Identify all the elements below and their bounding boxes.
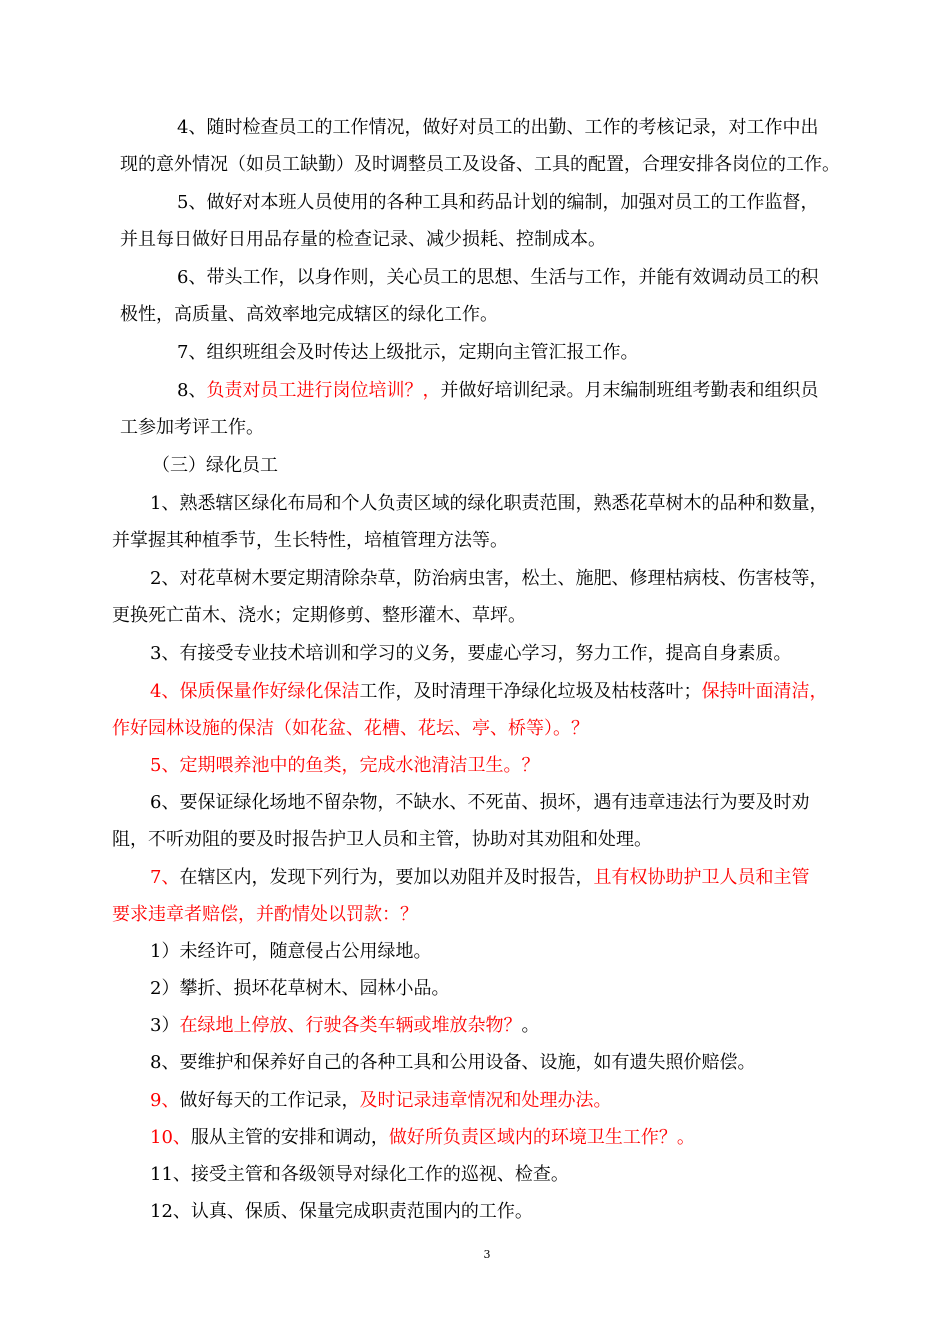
list-item bbox=[150, 977, 449, 1001]
text-segment: 工作，及时清理干净绿化垃圾及枯枝落叶； bbox=[359, 681, 702, 702]
paragraph-line bbox=[120, 228, 606, 252]
paragraph-line bbox=[150, 791, 809, 815]
list-item bbox=[150, 940, 431, 964]
text-segment: 并做好培训纪录。月末编制班组考勤表和组织员 bbox=[440, 380, 819, 401]
paragraph-line bbox=[120, 153, 840, 177]
text-segment: 5、做好对本班人员使用的各种工具和药品计划的编制，加强对员工的工作监督， bbox=[177, 192, 819, 213]
paragraph-line bbox=[150, 754, 539, 778]
highlighted-text: 作好园林设施的保洁（如花盆、花槽、花坛、亭、桥等）。？ bbox=[112, 718, 589, 739]
text-segment: 极性，高质量、高效率地完成辖区的绿化工作。 bbox=[120, 304, 498, 325]
text-segment: 2、对花草树木要定期清除杂草，防治病虫害，松土、施肥、修理枯病枝、伤害枝等， bbox=[150, 568, 828, 589]
text-segment: 6、要保证绿化场地不留杂物，不缺水、不死苗、损坏，遇有违章违法行为要及时劝 bbox=[150, 792, 810, 813]
highlighted-text: 及时记录违章情况和处理办法。 bbox=[359, 1090, 612, 1111]
text-segment: 6、带头工作，以身作则，关心员工的思想、生活与工作，并能有效调动员工的积 bbox=[177, 267, 819, 288]
paragraph-line bbox=[177, 266, 818, 290]
highlighted-text: 7、 bbox=[150, 867, 180, 888]
paragraph-line bbox=[150, 492, 827, 516]
highlighted-text: 9、 bbox=[150, 1090, 180, 1111]
text-segment: 8、要维护和保养好自己的各种工具和公用设备、设施，如有遗失照价赔偿。 bbox=[150, 1052, 756, 1073]
paragraph-line bbox=[112, 529, 508, 553]
text-segment: 并且每日做好日用品存量的检查记录、减少损耗、控制成本。 bbox=[120, 229, 606, 250]
paragraph-line bbox=[112, 828, 652, 852]
paragraph-line bbox=[150, 1163, 569, 1187]
text-segment: 3） bbox=[150, 1015, 180, 1036]
paragraph-line bbox=[150, 567, 827, 591]
paragraph-line bbox=[177, 191, 818, 215]
paragraph-line bbox=[150, 866, 809, 890]
highlighted-text: 4、保质保量作好绿化 bbox=[150, 681, 324, 702]
text-segment: 阻，不听劝阻的要及时报告护卫人员和主管，协助对其劝阻和处理。 bbox=[112, 829, 652, 850]
text-segment: 更换死亡苗木、浇水；定期修剪、整形灌木、草坪。 bbox=[112, 605, 526, 626]
highlighted-text: 保洁 bbox=[323, 681, 360, 702]
text-segment: 11、接受主管和各级领导对绿化工作的巡视、检查。 bbox=[150, 1164, 569, 1185]
highlighted-text: 做好所负责区域内的环境卫生工作？。 bbox=[388, 1127, 695, 1148]
paragraph-line bbox=[150, 680, 827, 704]
text-segment: 工参加考评工作。 bbox=[120, 417, 264, 438]
text-segment: 。 bbox=[521, 1015, 540, 1036]
section-heading bbox=[152, 454, 278, 478]
paragraph-line bbox=[150, 1051, 755, 1075]
paragraph-line bbox=[150, 1200, 533, 1224]
text-segment: 并掌握其种植季节，生长特性，培植管理方法等。 bbox=[112, 530, 508, 551]
text-segment: 1）未经许可，随意侵占公用绿地。 bbox=[150, 941, 432, 962]
text-segment: 1、熟悉辖区绿化布局和个人负责区域的绿化职责范围，熟悉花草树木的品种和数量， bbox=[150, 493, 828, 514]
text-segment: 现的意外情况（如员工缺勤）及时调整员工及设备、工具的配置，合理安排各岗位的工作。 bbox=[120, 154, 840, 175]
highlighted-text: 要求违章者赔偿，并酌情处以罚款：？ bbox=[112, 904, 418, 925]
highlighted-text: 在绿地上停放、行驶各类车辆或堆放杂物？ bbox=[179, 1015, 522, 1036]
paragraph-line bbox=[112, 903, 418, 927]
paragraph-line bbox=[177, 116, 818, 140]
paragraph-line bbox=[177, 379, 818, 403]
paragraph-line bbox=[120, 416, 264, 440]
page-number: 3 bbox=[483, 1248, 491, 1261]
text-segment: 在辖区内，发现下列行为，要加以劝阻并及时报告， bbox=[179, 867, 594, 888]
paragraph-line bbox=[112, 717, 589, 741]
highlighted-text: 10、 bbox=[150, 1127, 191, 1148]
highlighted-text: 且有权协助护卫人员和主管 bbox=[593, 867, 810, 888]
highlighted-text: 5、定期喂养池中的鱼类，完成水池清洁卫生。？ bbox=[150, 755, 540, 776]
highlighted-text: 负责对员工进行岗位培训？， bbox=[206, 380, 441, 401]
paragraph-line bbox=[150, 1089, 611, 1113]
paragraph-line bbox=[112, 604, 526, 628]
text-segment: 8、 bbox=[177, 380, 207, 401]
highlighted-text: 保持叶面清洁， bbox=[701, 681, 828, 702]
text-segment: 2）攀折、损坏花草树木、园林小品。 bbox=[150, 978, 450, 999]
text-segment: 做好每天的工作记录， bbox=[179, 1090, 360, 1111]
text-segment: 7、组织班组会及时传达上级批示，定期向主管汇报工作。 bbox=[177, 342, 639, 363]
paragraph-line bbox=[150, 1126, 695, 1150]
text-segment: （三）绿化员工 bbox=[152, 455, 278, 476]
text-segment: 3、有接受专业技术培训和学习的义务，要虚心学习，努力工作，提高自身素质。 bbox=[150, 643, 792, 664]
text-segment: 4、随时检查员工的工作情况，做好对员工的出勤、工作的考核记录，对工作中出 bbox=[177, 117, 819, 138]
text-segment: 12、认真、保质、保量完成职责范围内的工作。 bbox=[150, 1201, 533, 1222]
paragraph-line bbox=[150, 642, 791, 666]
paragraph-line bbox=[120, 303, 498, 327]
list-item bbox=[150, 1014, 539, 1038]
text-segment: 服从主管的安排和调动， bbox=[190, 1127, 389, 1148]
paragraph-line bbox=[177, 341, 638, 365]
